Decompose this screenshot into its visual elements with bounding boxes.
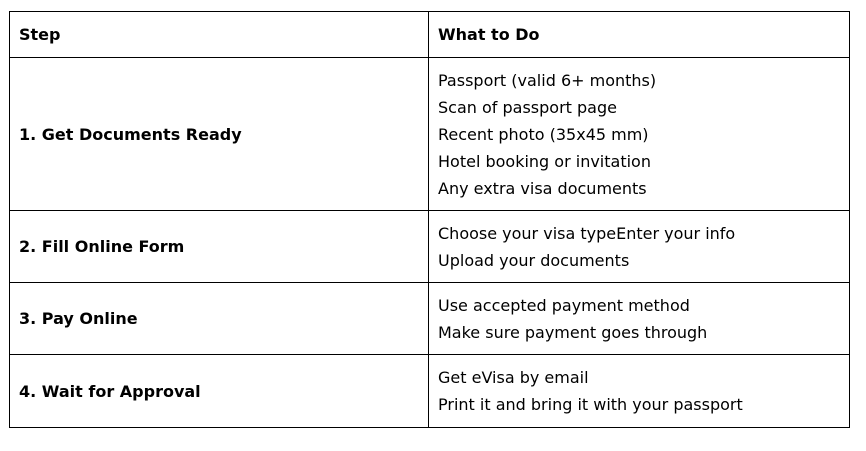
table-row [10, 58, 850, 211]
actions-cell [429, 211, 850, 283]
action-item: Scan of passport page [438, 97, 617, 117]
table-row [10, 211, 850, 283]
action-item: Get eVisa by email [438, 368, 589, 387]
action-item: Recent photo (35x45 mm) [438, 124, 649, 144]
actions-cell [429, 58, 850, 211]
action-item: Use accepted payment method [438, 295, 690, 315]
action-item: Passport (valid 6+ months) [438, 70, 657, 90]
header-what-to-do: What to Do [429, 12, 850, 58]
table-header-row [10, 12, 850, 58]
actions-cell [429, 283, 850, 355]
action-item: Upload your documents [438, 250, 630, 270]
action-item: Any extra visa documents [438, 178, 647, 198]
action-item: Print it and bring it with your passport [438, 395, 743, 414]
action-item: Make sure payment goes through [438, 322, 708, 342]
visa-steps-table [9, 11, 850, 428]
table-row [10, 283, 850, 355]
step-cell: 1. Get Documents Ready [10, 58, 429, 211]
actions-cell [429, 355, 850, 428]
header-step: Step [10, 12, 429, 58]
step-cell: 4. Wait for Approval [10, 355, 429, 428]
step-cell: 3. Pay Online [10, 283, 429, 355]
step-cell: 2. Fill Online Form [10, 211, 429, 283]
table-row [10, 355, 850, 428]
action-item: Choose your visa typeEnter your info [438, 223, 736, 243]
action-item: Hotel booking or invitation [438, 151, 651, 171]
